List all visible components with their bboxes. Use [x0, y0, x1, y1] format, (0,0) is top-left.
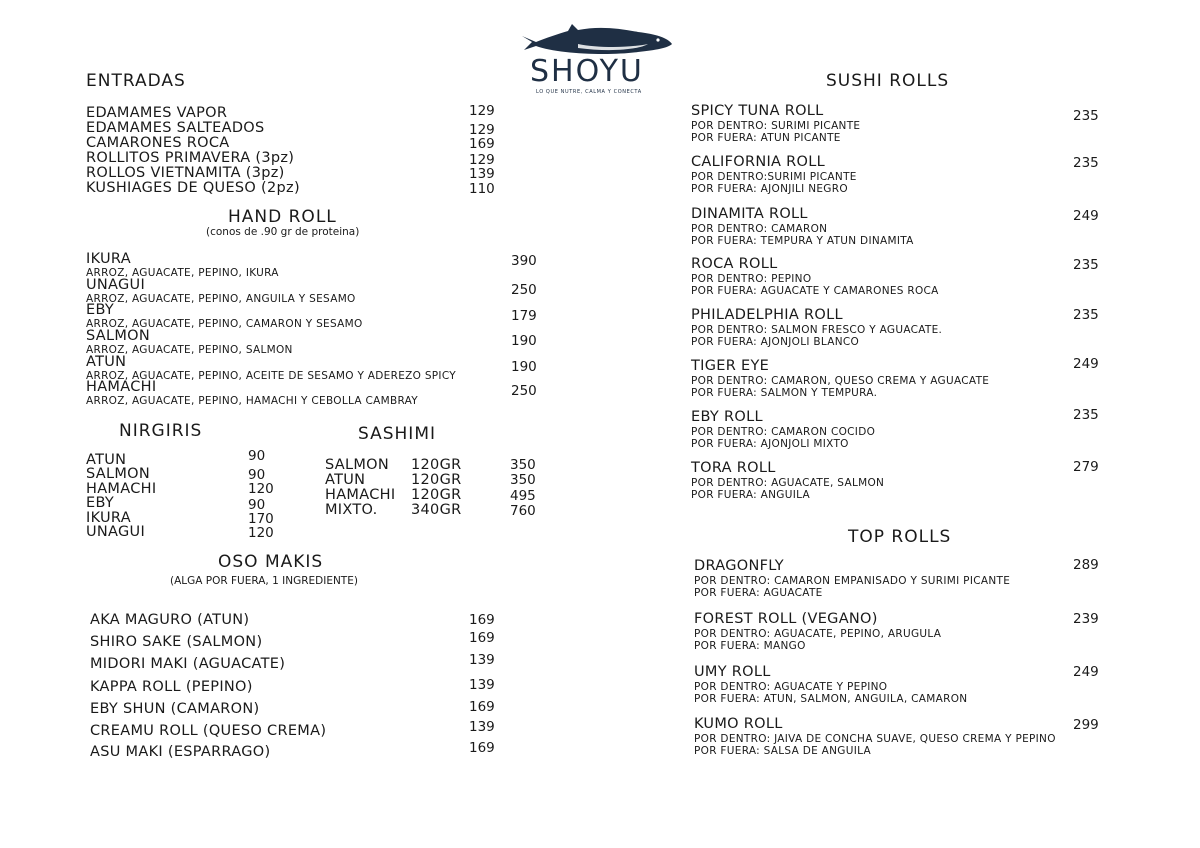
menu-item-name: KAPPA ROLL (PEPINO) [90, 679, 253, 695]
menu-item-name: EBY [86, 495, 115, 511]
menu-item-price: 169 [469, 612, 495, 628]
menu-item-name: EDAMAMES SALTEADOS [86, 120, 265, 136]
menu-item-outside: POR FUERA: AJONJOLI MIXTO [691, 438, 849, 450]
menu-item-inside: POR DENTRO:SURIMI PICANTE [691, 171, 857, 183]
menu-item-weight: 120GR [411, 487, 462, 503]
entradas-title: ENTRADAS [86, 71, 186, 91]
menu-item-name: ASU MAKI (ESPARRAGO) [90, 744, 271, 760]
menu-item-price: 169 [469, 136, 495, 152]
oso-makis-title: OSO MAKIS [218, 552, 324, 572]
menu-item-name: EBY ROLL [691, 409, 763, 425]
menu-item-price: 169 [469, 699, 495, 715]
menu-item-inside: POR DENTRO: SALMON FRESCO Y AGUACATE. [691, 324, 943, 336]
menu-item-name: ATUN [325, 472, 366, 488]
menu-item-weight: 340GR [411, 502, 462, 518]
menu-item-price: 235 [1073, 257, 1099, 273]
menu-item-description: ARROZ, AGUACATE, PEPINO, CAMARON Y SESAMO [86, 318, 363, 330]
menu-item-price: 179 [511, 308, 537, 324]
menu-item-price: 139 [469, 677, 495, 693]
menu-item-price: 110 [469, 181, 495, 197]
menu-item-price: 90 [248, 497, 266, 513]
menu-item-description: ARROZ, AGUACATE, PEPINO, IKURA [86, 267, 279, 279]
menu-item-description: ARROZ, AGUACATE, PEPINO, ACEITE DE SESAMO Y ADEREZO SPICY [86, 370, 456, 382]
menu-item-price: 139 [469, 719, 495, 735]
top-rolls-title: TOP ROLLS [848, 527, 952, 547]
menu-item-price: 139 [469, 166, 495, 182]
menu-item-price: 250 [511, 383, 537, 399]
menu-item-price: 169 [469, 630, 495, 646]
menu-item-name: SPICY TUNA ROLL [691, 103, 824, 119]
menu-item-name: TORA ROLL [691, 460, 776, 476]
menu-item-name: ROLLOS VIETNAMITA (3pz) [86, 165, 285, 181]
menu-item-name: EDAMAMES VAPOR [86, 105, 228, 121]
menu-item-price: 120 [248, 481, 274, 497]
menu-item-name: ROLLITOS PRIMAVERA (3pz) [86, 150, 295, 166]
menu-item-inside: POR DENTRO: CAMARON COCIDO [691, 426, 876, 438]
menu-item-description: ARROZ, AGUACATE, PEPINO, SALMON [86, 344, 293, 356]
menu-item-price: 249 [1073, 208, 1099, 224]
menu-item-inside: POR DENTRO: AGUACATE, PEPINO, ARUGULA [694, 628, 942, 640]
menu-item-outside: POR FUERA: TEMPURA Y ATUN DINAMITA [691, 235, 914, 247]
brand-tagline: LO QUE NUTRE, CALMA Y CONECTA [536, 89, 642, 95]
menu-item-name: ATUN [86, 452, 127, 468]
menu-item-name: SALMON [86, 466, 151, 482]
menu-item-price: 390 [511, 253, 537, 269]
menu-item-price: 250 [511, 282, 537, 298]
menu-item-price: 129 [469, 103, 495, 119]
menu-item-name: CALIFORNIA ROLL [691, 154, 826, 170]
menu-item-name: SHIRO SAKE (SALMON) [90, 634, 263, 650]
menu-item-outside: POR FUERA: AJONJILI NEGRO [691, 183, 848, 195]
menu-item-name: UNAGUI [86, 277, 146, 293]
menu-item-name: ATUN [86, 354, 127, 370]
hand-roll-title: HAND ROLL [228, 207, 337, 227]
menu-item-name: IKURA [86, 251, 131, 267]
menu-item-weight: 120GR [411, 472, 462, 488]
menu-item-name: HAMACHI [86, 379, 157, 395]
menu-item-name: HAMACHI [325, 487, 396, 503]
menu-item-name: ROCA ROLL [691, 256, 778, 272]
shoyu-logo [518, 22, 678, 106]
menu-item-name: MIXTO. [325, 502, 378, 518]
menu-item-name: EBY [86, 302, 115, 318]
menu-item-price: 249 [1073, 356, 1099, 372]
menu-item-price: 129 [469, 122, 495, 138]
menu-item-name: DRAGONFLY [694, 558, 784, 574]
menu-item-outside: POR FUERA: AGUACATE Y CAMARONES ROCA [691, 285, 939, 297]
menu-item-outside: POR FUERA: SALSA DE ANGUILA [694, 745, 871, 757]
menu-item-name: HAMACHI [86, 481, 157, 497]
menu-item-name: KUSHIAGES DE QUESO (2pz) [86, 180, 300, 196]
menu-item-outside: POR FUERA: ATUN PICANTE [691, 132, 841, 144]
menu-item-inside: POR DENTRO: CAMARON EMPANISADO Y SURIMI PICANTE [694, 575, 1011, 587]
menu-item-price: 350 [510, 457, 536, 473]
menu-item-price: 139 [469, 652, 495, 668]
menu-item-outside: POR FUERA: AJONJOLI BLANCO [691, 336, 860, 348]
menu-item-name: SALMON [325, 457, 390, 473]
menu-item-price: 249 [1073, 664, 1099, 680]
menu-item-outside: POR FUERA: MANGO [694, 640, 806, 652]
menu-item-outside: POR FUERA: SALMON Y TEMPURA. [691, 387, 878, 399]
menu-item-inside: POR DENTRO: SURIMI PICANTE [691, 120, 861, 132]
menu-item-price: 299 [1073, 717, 1099, 733]
menu-item-inside: POR DENTRO: CAMARON, QUESO CREMA Y AGUACATE [691, 375, 990, 387]
menu-item-name: AKA MAGURO (ATUN) [90, 612, 250, 628]
menu-item-name: DINAMITA ROLL [691, 206, 808, 222]
nirgiris-title: NIRGIRIS [119, 421, 203, 441]
menu-item-name: PHILADELPHIA ROLL [691, 307, 843, 323]
menu-item-price: 235 [1073, 307, 1099, 323]
menu-item-name: UNAGUI [86, 524, 146, 540]
menu-item-price: 190 [511, 359, 537, 375]
menu-item-name: UMY ROLL [694, 664, 771, 680]
menu-item-name: TIGER EYE [691, 358, 770, 374]
menu-item-inside: POR DENTRO: AGUACATE Y PEPINO [694, 681, 888, 693]
menu-item-name: FOREST ROLL (VEGANO) [694, 611, 878, 627]
menu-item-price: 760 [510, 503, 536, 519]
menu-item-name: EBY SHUN (CAMARON) [90, 701, 260, 717]
menu-item-price: 90 [248, 467, 266, 483]
hand-roll-subtitle: (conos de .90 gr de proteina) [206, 226, 360, 238]
menu-item-name: SALMON [86, 328, 151, 344]
menu-item-price: 235 [1073, 155, 1099, 171]
menu-item-price: 170 [248, 511, 274, 527]
brand-name: SHOYU [530, 54, 644, 89]
menu-item-price: 190 [511, 333, 537, 349]
menu-item-inside: POR DENTRO: PEPINO [691, 273, 812, 285]
sushi-rolls-title: SUSHI ROLLS [826, 71, 950, 91]
menu-item-outside: POR FUERA: ATUN, SALMON, ANGUILA, CAMARON [694, 693, 968, 705]
menu-item-outside: POR FUERA: AGUACATE [694, 587, 823, 599]
menu-item-description: ARROZ, AGUACATE, PEPINO, ANGUILA Y SESAMO [86, 293, 356, 305]
menu-item-name: CAMARONES ROCA [86, 135, 230, 151]
menu-item-price: 289 [1073, 557, 1099, 573]
menu-item-price: 169 [469, 740, 495, 756]
menu-item-price: 129 [469, 152, 495, 168]
menu-item-price: 239 [1073, 611, 1099, 627]
oso-makis-subtitle: (ALGA POR FUERA, 1 INGREDIENTE) [170, 575, 358, 587]
menu-item-description: ARROZ, AGUACATE, PEPINO, HAMACHI Y CEBOLLA CAMBRAY [86, 395, 419, 407]
sashimi-title: SASHIMI [358, 424, 437, 444]
menu-item-inside: POR DENTRO: CAMARON [691, 223, 828, 235]
menu-item-name: MIDORI MAKI (AGUACATE) [90, 656, 286, 672]
menu-item-price: 90 [248, 448, 266, 464]
menu-item-inside: POR DENTRO: JAIVA DE CONCHA SUAVE, QUESO CREMA Y PEPINO [694, 733, 1056, 745]
menu-item-name: KUMO ROLL [694, 716, 783, 732]
menu-item-price: 235 [1073, 407, 1099, 423]
menu-item-name: CREAMU ROLL (QUESO CREMA) [90, 723, 327, 739]
menu-item-price: 350 [510, 472, 536, 488]
menu-item-price: 279 [1073, 459, 1099, 475]
menu-item-price: 235 [1073, 108, 1099, 124]
menu-item-price: 495 [510, 488, 536, 504]
menu-item-weight: 120GR [411, 457, 462, 473]
menu-item-outside: POR FUERA: ANGUILA [691, 489, 810, 501]
menu-item-name: IKURA [86, 510, 131, 526]
menu-item-price: 120 [248, 525, 274, 541]
menu-item-inside: POR DENTRO: AGUACATE, SALMON [691, 477, 885, 489]
